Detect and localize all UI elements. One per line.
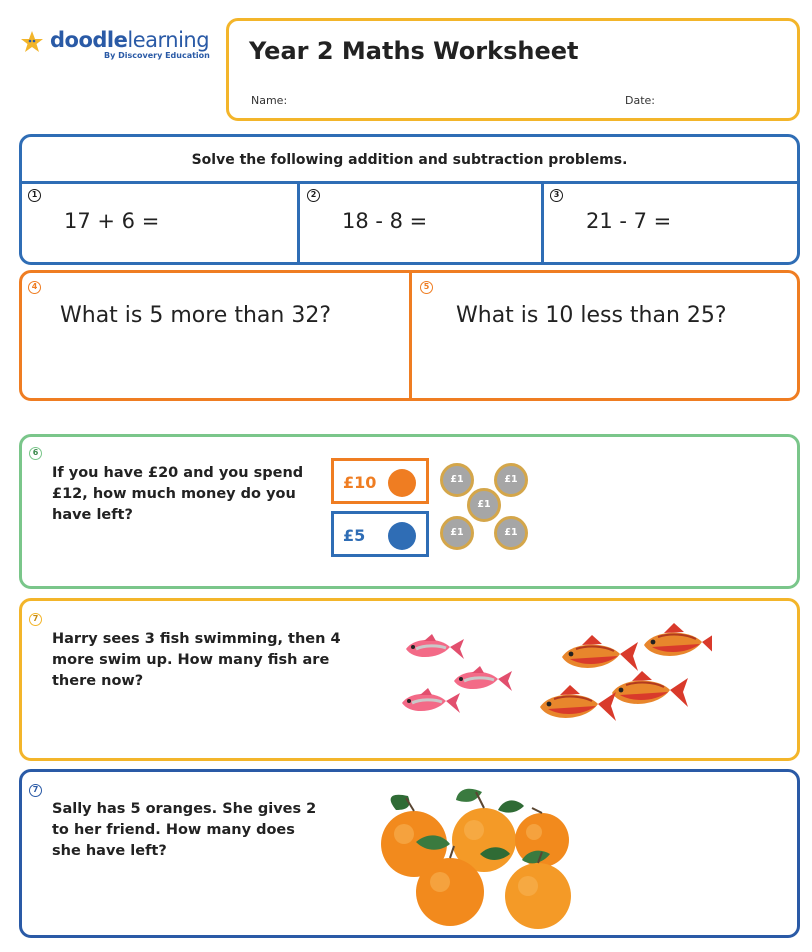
question-number-4: 4: [28, 281, 41, 294]
five-pound-label: £5: [343, 526, 366, 545]
question-number-2: 2: [307, 189, 320, 202]
question-6-line-1: If you have £20 and you spend: [52, 465, 304, 481]
oranges-illustration: [372, 782, 592, 932]
pink-fish: [402, 688, 460, 713]
question-text-5: What is 10 less than 25?: [456, 303, 727, 328]
question-number-7b: 7: [29, 784, 42, 797]
question-6-line-3: have left?: [52, 507, 133, 523]
question-7b-line-3: she have left?: [52, 843, 167, 859]
question-7-fish: [19, 598, 800, 761]
question-7a-line-1: Harry sees 3 fish swimming, then 4: [52, 631, 341, 647]
name-label: Name:: [251, 94, 288, 107]
pink-fish: [454, 666, 512, 691]
question-text-3: 21 - 7 =: [586, 209, 672, 233]
question-cell-5: [412, 273, 797, 398]
red-fish: [540, 685, 616, 721]
logo-wordmark: [50, 28, 209, 52]
question-number-7a: 7: [29, 613, 42, 626]
question-cell-1: [22, 184, 300, 262]
red-fish: [562, 635, 638, 671]
question-cell-2: [300, 184, 544, 262]
question-cell-4: [22, 273, 412, 398]
question-text-2: 18 - 8 =: [342, 209, 428, 233]
question-6-money: [19, 434, 800, 589]
question-number-6: 6: [29, 447, 42, 460]
section-more-less: [19, 270, 800, 401]
question-text-7a: [52, 629, 341, 692]
question-6-line-2: £12, how much money do you: [52, 486, 296, 502]
fish-illustration: [372, 617, 712, 737]
red-fish: [612, 671, 688, 707]
section-addition-subtraction: [19, 134, 800, 265]
ten-pound-dot: [388, 469, 416, 497]
question-text-4: What is 5 more than 32?: [60, 303, 331, 328]
one-pound-coin: £1: [440, 463, 474, 497]
question-7a-line-2: more swim up. How many fish are: [52, 652, 330, 668]
logo-subtitle: By Discovery Education: [104, 51, 210, 60]
red-fish: [644, 623, 712, 659]
one-pound-coin: £1: [440, 516, 474, 550]
one-pound-coin: £1: [494, 463, 528, 497]
question-7a-line-3: there now?: [52, 673, 144, 689]
question-cell-3: [544, 184, 797, 262]
logo-word-doodle: doodle: [50, 28, 128, 52]
question-7b-line-1: Sally has 5 oranges. She gives 2: [52, 801, 317, 817]
question-number-1: 1: [28, 189, 41, 202]
question-number-5: 5: [420, 281, 433, 294]
logo-word-learning: learning: [127, 28, 210, 52]
question-number-3: 3: [550, 189, 563, 202]
worksheet-header: [226, 18, 800, 121]
question-text-7b: [52, 799, 316, 862]
one-pound-coin: £1: [467, 488, 501, 522]
star-icon: [20, 30, 44, 54]
question-7-oranges: [19, 769, 800, 938]
question-text-6: [52, 463, 303, 526]
ten-pound-note: [331, 458, 429, 504]
pink-fish: [406, 634, 464, 659]
ten-pound-label: £10: [343, 473, 377, 492]
one-pound-coin: £1: [494, 516, 528, 550]
worksheet-title: Year 2 Maths Worksheet: [249, 37, 579, 65]
orange: [416, 858, 484, 926]
section-instruction: Solve the following addition and subtraction problems.: [22, 137, 797, 184]
question-7b-line-2: to her friend. How many does: [52, 822, 295, 838]
five-pound-note: [331, 511, 429, 557]
five-pound-dot: [388, 522, 416, 550]
date-label: Date:: [625, 94, 655, 107]
orange: [505, 863, 571, 929]
doodlelearning-logo: [20, 28, 210, 68]
question-text-1: 17 + 6 =: [64, 209, 160, 233]
